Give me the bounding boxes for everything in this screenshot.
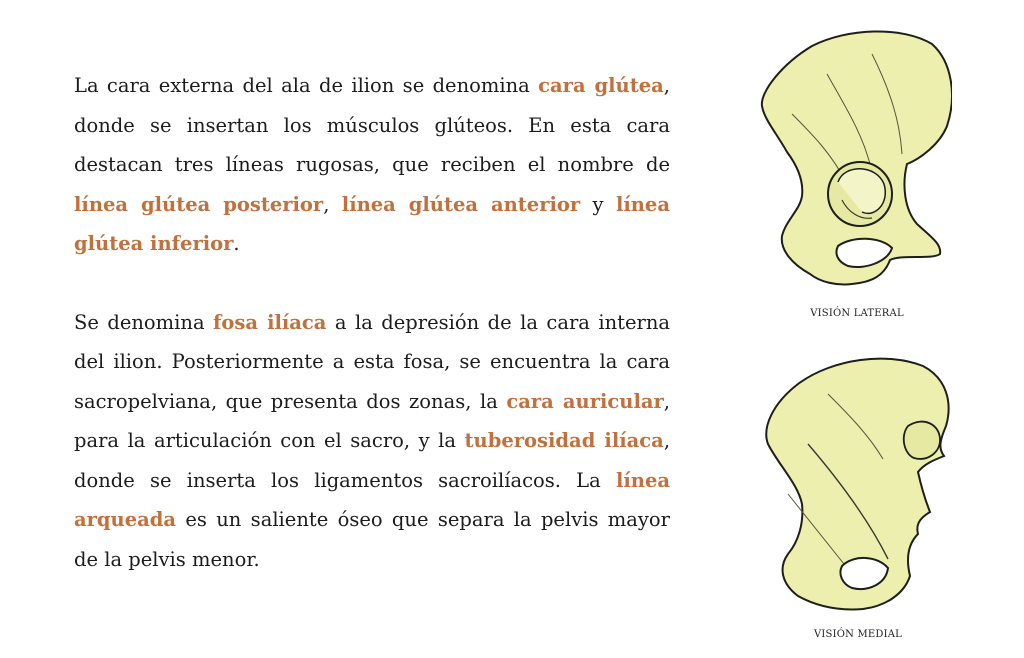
paragraph-iliac-fossa <box>74 303 670 580</box>
paragraph-text: , <box>323 192 342 216</box>
highlighted-term: cara glútea <box>538 74 664 97</box>
paragraph-text: , donde se insertan los músculos glúteos. En esta cara destacan tres líneas rugosas, que reciben el nombre de <box>74 74 670 176</box>
auricular-surface <box>904 422 940 459</box>
highlighted-term: línea arqueada <box>74 468 670 531</box>
highlighted-term: línea glútea inferior <box>74 192 670 255</box>
lateral-view-caption: VISIÓN LATERAL <box>810 308 904 319</box>
highlighted-term: cara auricular <box>506 389 664 413</box>
highlighted-term: línea glútea anterior <box>341 192 581 216</box>
paragraph-text: es un saliente óseo que separa la pelvis mayor de la pelvis menor. <box>74 508 670 571</box>
paragraph-text: Se denomina <box>74 310 214 334</box>
medial-view-caption: VISIÓN MEDIAL <box>813 629 903 640</box>
paragraph-text: , donde se inserta los ligamentos sacroilíacos. La <box>74 429 671 492</box>
paragraph-text: y <box>580 192 616 216</box>
hip-bone-lateral-illustration <box>752 14 952 292</box>
highlighted-term: línea glútea posterior <box>74 192 324 216</box>
highlighted-term: tuberosidad ilíaca <box>464 429 664 452</box>
hip-bone-medial-illustration <box>758 344 958 622</box>
paragraph-text: La cara externa del ala de ilion se denomina <box>74 74 539 97</box>
paragraph-text: . <box>233 232 240 255</box>
text-column <box>74 66 670 579</box>
paragraph-text: , para la articulación con el sacro, y la <box>74 389 670 452</box>
paragraph-gluteal-surface <box>74 66 670 264</box>
highlighted-term: fosa ilíaca <box>213 310 327 334</box>
paragraph-text: a la depresión de la cara interna del ilion. Posteriormente a esta fosa, se encuentra la cara sacropelviana, que presenta dos zonas, la <box>74 310 671 413</box>
